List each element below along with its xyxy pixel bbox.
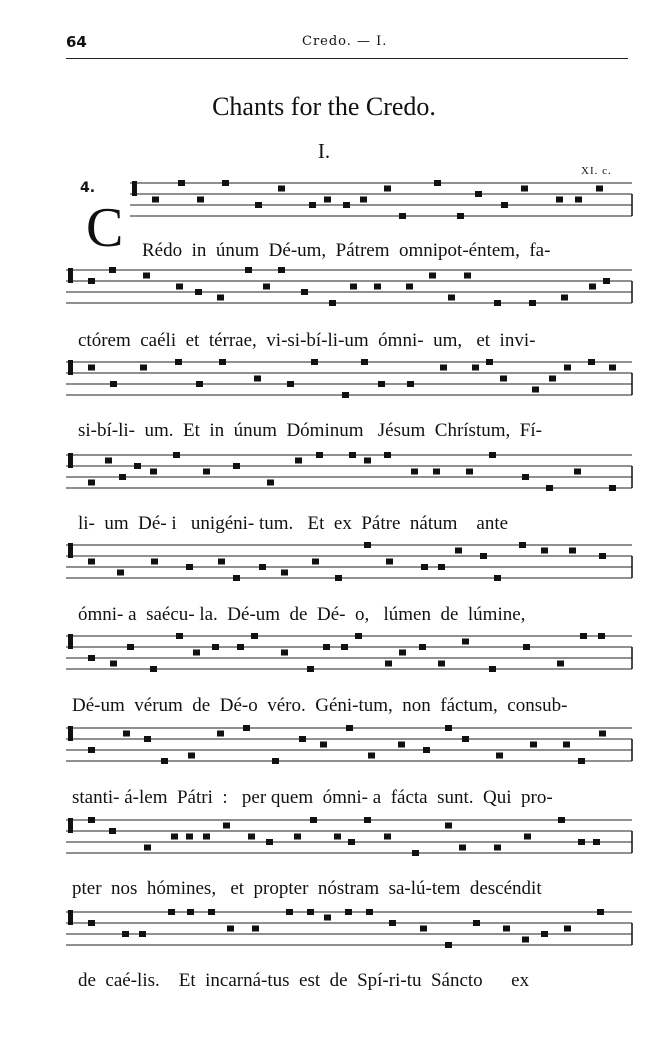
neume-note [440,365,447,371]
neume-note [541,931,548,937]
neume-note [175,359,182,365]
neume-note [119,474,126,480]
neume-note [364,542,371,548]
neume-note [475,191,482,197]
neume-note [134,463,141,469]
neume-note [316,452,323,458]
neume-note [324,915,331,921]
c-clef-icon [68,818,73,833]
lyric-line-8: pter nos hómines, et propter nóstram sa-lú-tem descéndit [72,878,542,899]
neume-note [217,295,224,301]
neume-note [411,469,418,475]
staff-6 [66,630,636,683]
neume-note [599,553,606,559]
neume-note [299,736,306,742]
mode-number: 4. [80,180,96,196]
neume-note [522,937,529,943]
neume-note [233,463,240,469]
neume-note [334,834,341,840]
neume-note [599,731,606,737]
neume-note [329,300,336,306]
neume-note [445,823,452,829]
neume-note [421,564,428,570]
neume-note [575,197,582,203]
neume-note [309,202,316,208]
neume-note [144,845,151,851]
lyric-line-9: de caé-lis. Et incarná-tus est de Spí-ri-tu Sáncto ex [78,970,530,991]
neume-note [346,725,353,731]
c-clef-icon [68,268,73,283]
neume-note [287,381,294,387]
neume-note [219,359,226,365]
source-label: XI. c. [581,165,612,177]
neume-note [574,469,581,475]
chant-number: I. [317,139,331,163]
neume-note [197,197,204,203]
neume-note [519,542,526,548]
neume-note [278,267,285,273]
neume-note [88,365,95,371]
neume-note [524,834,531,840]
neume-note [480,553,487,559]
neume-note [212,644,219,650]
neume-note [127,644,134,650]
neume-note [407,381,414,387]
neume-note [323,644,330,650]
lyric-line-2: ctórem caéli et térrae, vi-si-bí-li-um ómni- um, et invi- [78,330,536,351]
neume-note [419,644,426,650]
neume-note [448,295,455,301]
neume-note [434,180,441,186]
neume-note [438,564,445,570]
neume-note [496,753,503,759]
neume-note [237,644,244,650]
neume-note [150,666,157,672]
neume-note [398,742,405,748]
neume-note [399,650,406,656]
neume-note [462,736,469,742]
lyric-line-1: Rédo in únum Dé-um, Pátrem omnipot-éntem, fa- [142,240,551,261]
neume-note [223,823,230,829]
neume-note [217,731,224,737]
neume-note [171,834,178,840]
neume-note [176,284,183,290]
neume-note [489,666,496,672]
c-clef-icon [68,453,73,468]
neume-note [263,284,270,290]
neume-note [423,747,430,753]
neume-note [457,213,464,219]
neume-note [312,559,319,565]
staff-2 [66,264,636,317]
neume-note [406,284,413,290]
neume-note [110,661,117,667]
neume-note [88,747,95,753]
neume-note [473,920,480,926]
neume-note [609,485,616,491]
neume-note [603,278,610,284]
neume-note [374,284,381,290]
neume-note [557,661,564,667]
c-clef-icon [68,543,73,558]
neume-note [384,186,391,192]
neume-note [494,845,501,851]
neume-note [251,633,258,639]
neume-note [222,180,229,186]
neume-note [378,381,385,387]
initial-letter: C [86,197,124,259]
neume-note [105,458,112,464]
neume-note [523,644,530,650]
neume-note [266,839,273,845]
neume-note [541,548,548,554]
neume-note [399,213,406,219]
lyric-line-3: si-bí-li- um. Et in únum Dóminum Jésum Chrístum, Fí- [78,420,542,441]
neume-note [193,650,200,656]
neume-note [532,387,539,393]
neume-note [151,559,158,565]
neume-note [281,570,288,576]
neume-note [464,273,471,279]
neume-note [597,909,604,915]
neume-note [445,942,452,948]
neume-note [208,909,215,915]
page-number: 64 [66,33,87,51]
neume-note [563,742,570,748]
neume-note [588,359,595,365]
neume-note [278,186,285,192]
neume-note [176,633,183,639]
staff-4 [66,449,636,502]
c-clef-icon [132,181,137,196]
neume-note [286,909,293,915]
neume-note [227,926,234,932]
neume-note [140,365,147,371]
neume-note [486,359,493,365]
neume-note [385,661,392,667]
neume-note [117,570,124,576]
lyric-line-7: stanti- á-lem Pátri : per quem ómni- a fácta sunt. Qui pro- [72,787,553,808]
neume-note [144,736,151,742]
neume-note [88,278,95,284]
neume-note [88,480,95,486]
neume-note [578,758,585,764]
neume-note [459,845,466,851]
neume-note [462,639,469,645]
staff-5 [66,539,636,592]
staff-9 [66,906,636,959]
neume-note [412,850,419,856]
neume-note [272,758,279,764]
neume-note [301,289,308,295]
neume-note [307,666,314,672]
lyric-line-5: ómni- a saécu- la. Dé-um de Dé- o, lúmen de lúmine, [78,604,526,625]
neume-note [252,926,259,932]
neume-note [320,742,327,748]
neume-note [489,452,496,458]
neume-note [254,376,261,382]
neume-note [501,202,508,208]
neume-note [88,817,95,823]
c-clef-icon [68,360,73,375]
neume-note [88,920,95,926]
neume-note [455,548,462,554]
neume-note [307,909,314,915]
neume-note [203,834,210,840]
neume-note [503,926,510,932]
neume-note [186,834,193,840]
neume-note [596,186,603,192]
neume-note [152,197,159,203]
neume-note [348,839,355,845]
lyric-line-4: li- um Dé- i unigéni- tum. Et ex Pátre nátum ante [78,513,509,534]
neume-note [364,817,371,823]
neume-note [361,359,368,365]
neume-note [178,180,185,186]
neume-note [494,300,501,306]
neume-note [561,295,568,301]
neume-note [530,742,537,748]
neume-note [350,284,357,290]
staff-7 [66,722,636,775]
page-title: Chants for the Credo. [212,92,436,121]
staff-1 [130,177,636,230]
neume-note [187,909,194,915]
neume-note [109,267,116,273]
neume-note [433,469,440,475]
neume-note [218,559,225,565]
neume-note [494,575,501,581]
neume-note [267,480,274,486]
neume-note [335,575,342,581]
neume-note [564,365,571,371]
neume-note [243,725,250,731]
neume-note [593,839,600,845]
neume-note [569,548,576,554]
neume-note [420,926,427,932]
neume-note [311,359,318,365]
staff-3 [66,356,636,409]
neume-note [438,661,445,667]
page-header [66,33,628,55]
neume-note [110,381,117,387]
neume-note [255,202,262,208]
neume-note [168,909,175,915]
neume-note [564,926,571,932]
neume-note [173,452,180,458]
neume-note [259,564,266,570]
c-clef-icon [68,910,73,925]
neume-note [609,365,616,371]
neume-note [343,202,350,208]
neume-note [578,839,585,845]
neume-note [360,197,367,203]
neume-note [368,753,375,759]
neume-note [203,469,210,475]
neume-note [364,458,371,464]
neume-note [558,817,565,823]
neume-note [123,731,130,737]
neume-note [472,365,479,371]
neume-note [143,273,150,279]
neume-note [345,909,352,915]
c-clef-icon [68,634,73,649]
neume-note [589,284,596,290]
neume-note [429,273,436,279]
neume-note [341,644,348,650]
neume-note [342,392,349,398]
header-rule [66,58,628,59]
neume-note [556,197,563,203]
c-clef-icon [68,726,73,741]
neume-note [88,559,95,565]
neume-note [522,474,529,480]
neume-note [384,452,391,458]
neume-note [188,753,195,759]
neume-note [109,828,116,834]
neume-note [122,931,129,937]
neume-note [196,381,203,387]
neume-note [546,485,553,491]
neume-note [88,655,95,661]
neume-note [281,650,288,656]
neume-note [521,186,528,192]
neume-note [445,725,452,731]
neume-note [150,469,157,475]
neume-note [195,289,202,295]
neume-note [310,817,317,823]
neume-note [384,834,391,840]
neume-note [295,458,302,464]
neume-note [294,834,301,840]
neume-note [324,197,331,203]
neume-note [529,300,536,306]
neume-note [366,909,373,915]
neume-note [386,559,393,565]
neume-note [161,758,168,764]
neume-note [248,834,255,840]
neume-note [186,564,193,570]
neume-note [355,633,362,639]
staff-8 [66,814,636,867]
neume-note [580,633,587,639]
neume-note [389,920,396,926]
neume-note [500,376,507,382]
neume-note [233,575,240,581]
neume-note [245,267,252,273]
neume-note [598,633,605,639]
lyric-line-6: Dé-um vérum de Dé-o véro. Géni-tum, non fáctum, consub- [72,695,568,716]
running-title: Credo. — I. [302,34,388,49]
neume-note [466,469,473,475]
neume-note [139,931,146,937]
neume-note [349,452,356,458]
neume-note [549,376,556,382]
